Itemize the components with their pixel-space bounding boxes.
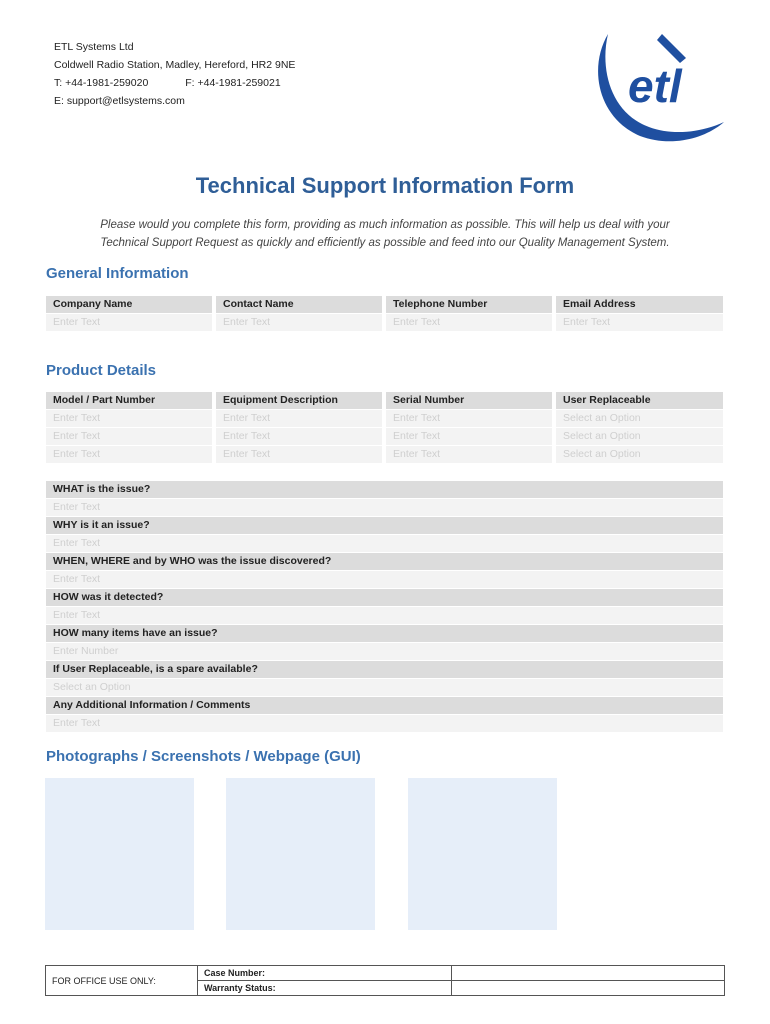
serial-number-field[interactable]: Enter Text	[386, 446, 552, 463]
photo-upload-slot[interactable]	[408, 778, 557, 930]
general-information-grid	[46, 296, 723, 332]
question-how-many-label: HOW many items have an issue?	[46, 625, 723, 642]
user-replaceable-select[interactable]: Select an Option	[556, 446, 723, 463]
column-header: Contact Name	[216, 296, 382, 313]
case-number-value[interactable]	[452, 966, 725, 981]
intro-line-2: Technical Support Request as quickly and efficiently as possible and feed into our Quality Management System.	[100, 237, 670, 249]
page-title: Technical Support Information Form	[195, 173, 575, 198]
question-why-field[interactable]: Enter Text	[46, 535, 723, 552]
company-address: Coldwell Radio Station, Madley, Hereford, HR2 9NE	[54, 59, 296, 71]
question-how-detected-label: HOW was it detected?	[46, 589, 723, 606]
model-part-number-field[interactable]: Enter Text	[46, 428, 212, 445]
question-comments-label: Any Additional Information / Comments	[46, 697, 723, 714]
product-header-row	[46, 392, 723, 409]
contact-name-field[interactable]: Enter Text	[216, 314, 382, 331]
column-header: User Replaceable	[556, 392, 723, 409]
model-part-number-field[interactable]: Enter Text	[46, 410, 212, 427]
serial-number-field[interactable]: Enter Text	[386, 410, 552, 427]
company-address-block	[54, 38, 295, 110]
product-row	[46, 428, 723, 445]
company-name-field[interactable]: Enter Text	[46, 314, 212, 331]
intro-line-1: Please would you complete this form, providing as much information as possible. This will help us deal with your	[100, 219, 670, 231]
photos-heading: Photographs / Screenshots / Webpage (GUI)	[46, 748, 361, 765]
equipment-description-field[interactable]: Enter Text	[216, 428, 382, 445]
equipment-description-field[interactable]: Enter Text	[216, 410, 382, 427]
user-replaceable-select[interactable]: Select an Option	[556, 410, 723, 427]
question-comments-field[interactable]: Enter Text	[46, 715, 723, 732]
question-how-many-field[interactable]: Enter Number	[46, 643, 723, 660]
company-phones	[54, 74, 295, 92]
office-use-table	[45, 965, 725, 996]
product-details-heading: Product Details	[46, 362, 157, 379]
question-what-field[interactable]: Enter Text	[46, 499, 723, 516]
column-header: Company Name	[46, 296, 212, 313]
warranty-status-label: Warranty Status:	[198, 981, 452, 996]
column-header: Model / Part Number	[46, 392, 212, 409]
company-fax: F: +44-1981-259021	[185, 77, 281, 89]
column-header: Email Address	[556, 296, 723, 313]
question-when-label: WHEN, WHERE and by WHO was the issue discovered?	[46, 553, 723, 570]
warranty-status-value[interactable]	[452, 981, 725, 996]
serial-number-field[interactable]: Enter Text	[386, 428, 552, 445]
question-spare-select[interactable]: Select an Option	[46, 679, 723, 696]
company-telephone: T: +44-1981-259020	[54, 77, 149, 89]
case-number-label: Case Number:	[198, 966, 452, 981]
user-replaceable-select[interactable]: Select an Option	[556, 428, 723, 445]
model-part-number-field[interactable]: Enter Text	[46, 446, 212, 463]
company-name: ETL Systems Ltd	[54, 41, 134, 53]
column-header: Telephone Number	[386, 296, 552, 313]
product-details-grid	[46, 392, 723, 464]
column-header: Serial Number	[386, 392, 552, 409]
general-information-heading: General Information	[46, 265, 189, 282]
question-why-label: WHY is it an issue?	[46, 517, 723, 534]
general-input-row	[46, 314, 723, 331]
equipment-description-field[interactable]: Enter Text	[216, 446, 382, 463]
question-how-detected-field[interactable]: Enter Text	[46, 607, 723, 624]
product-row	[46, 410, 723, 427]
product-row	[46, 446, 723, 463]
issue-questions	[46, 481, 723, 733]
question-what-label: WHAT is the issue?	[46, 481, 723, 498]
company-email: E: support@etlsystems.com	[54, 95, 185, 107]
question-when-field[interactable]: Enter Text	[46, 571, 723, 588]
email-field[interactable]: Enter Text	[556, 314, 723, 331]
photo-upload-slot[interactable]	[45, 778, 194, 930]
etl-logo-text: etl	[628, 60, 682, 112]
question-spare-label: If User Replaceable, is a spare available?	[46, 661, 723, 678]
etl-logo	[594, 22, 726, 144]
general-header-row	[46, 296, 723, 313]
intro-text	[40, 216, 730, 252]
photo-upload-slot[interactable]	[226, 778, 375, 930]
column-header: Equipment Description	[216, 392, 382, 409]
telephone-field[interactable]: Enter Text	[386, 314, 552, 331]
office-use-label: FOR OFFICE USE ONLY:	[46, 966, 198, 996]
